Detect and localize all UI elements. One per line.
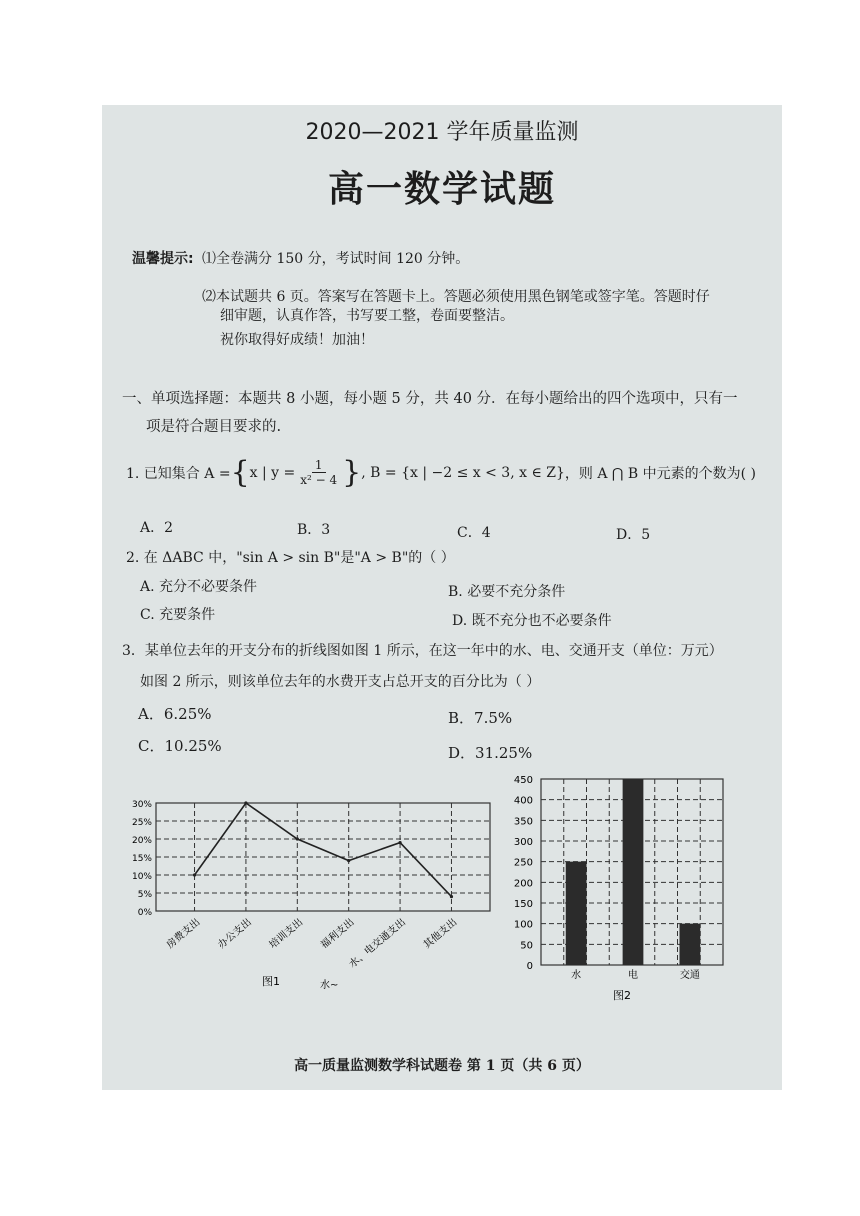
q3-option-d: D．31.25%: [448, 744, 533, 762]
y-tick-label: 5%: [137, 890, 152, 900]
y-tick-label: 150: [513, 899, 533, 910]
y-tick-label: 30%: [131, 800, 152, 810]
q1-option-a: A．2: [140, 520, 174, 536]
x-tick-label: 福利支出: [318, 916, 357, 952]
q2-option-a: A. 充分不必要条件: [140, 579, 258, 595]
q1-set-b: , B = {x | −2 ≤ x < 3, x ∈ Z}: [361, 464, 565, 481]
x-tick-label: 交通: [679, 970, 700, 981]
y-tick-label: 400: [513, 795, 533, 807]
data-point: [193, 873, 196, 876]
exam-page: [102, 105, 782, 1090]
q3-option-a: A．6.25%: [138, 705, 212, 723]
y-tick-label: 450: [513, 775, 533, 786]
q2-option-d: D. 既不充分也不必要条件: [452, 613, 612, 629]
x-tick-label: 培训支出: [267, 916, 306, 952]
data-bar: [566, 862, 587, 965]
notice-line-2: ⑵本试题共 6 页。答案写在答题卡上。答题必须使用黑色钢笔或签字笔。答题时仔: [202, 289, 710, 305]
page-footer: 高一质量监测数学科试题卷 第 1 页（共 6 页）: [294, 1058, 590, 1074]
q3-option-c: C．10.25%: [138, 737, 222, 755]
question-3-stem-line-2: 如图 2 所示，则该单位去年的水费开支占总开支的百分比为（ ）: [140, 674, 541, 690]
q1-set-a: x | y =: [249, 464, 296, 481]
q1-suffix: ，则 A ⋂ B 中元素的个数为( ): [564, 465, 756, 482]
fraction-denominator: x² − 4: [300, 473, 338, 487]
data-point: [398, 841, 401, 844]
y-tick-label: 250: [513, 857, 533, 869]
q1-prefix: 1. 已知集合 A =: [126, 465, 231, 482]
right-brace: }: [342, 455, 362, 490]
figure-2-caption: 图2: [613, 989, 631, 1002]
figure-2-bar-chart: [507, 773, 737, 1008]
x-tick-label: 水、电交通支出: [347, 916, 409, 971]
exam-title-year: 2020—2021 学年质量监测: [305, 120, 579, 145]
figure-1-caption: 图1: [262, 975, 280, 988]
y-tick-label: 50: [520, 940, 533, 952]
y-tick-label: 0%: [137, 908, 152, 918]
section-one-heading: 一、单项选择题：本题共 8 小题，每小题 5 分，共 40 分．在每小题给出的四个选项中，只有一: [122, 391, 738, 407]
fraction: [297, 458, 340, 487]
notice-line-1: ⑴全卷满分 150 分，考试时间 120 分钟。: [202, 251, 470, 267]
q1-option-d: D．5: [616, 527, 651, 543]
left-brace: {: [230, 455, 250, 490]
data-point: [450, 895, 453, 898]
y-tick-label: 0: [526, 961, 533, 972]
y-tick-label: 10%: [131, 872, 152, 882]
notice-line-4: 祝你取得好成绩！加油！: [220, 332, 374, 348]
q1-option-b: B．3: [297, 522, 331, 538]
y-tick-label: 200: [513, 878, 533, 890]
y-tick-label: 25%: [131, 818, 152, 828]
notice-line-3: 细审题，认真作答，书写要工整，卷面要整洁。: [220, 308, 514, 324]
data-bar: [680, 924, 701, 965]
q3-option-b: B．7.5%: [448, 709, 513, 727]
y-tick-label: 300: [513, 837, 533, 848]
data-line: [195, 803, 452, 897]
question-1-stem: [126, 455, 756, 490]
data-point: [347, 859, 350, 862]
y-tick-label: 20%: [131, 836, 152, 846]
q2-option-c: C. 充要条件: [140, 607, 216, 623]
x-tick-label: 电: [628, 970, 638, 981]
y-tick-label: 100: [513, 919, 533, 931]
question-2-stem: 2. 在 ΔABC 中，"sin A > sin B"是"A > B"的（ ）: [126, 550, 455, 566]
exam-title: 高一数学试题: [327, 168, 556, 210]
x-tick-label: 房费支出: [164, 916, 203, 952]
data-bar: [623, 779, 644, 965]
stray-mark: 水~: [320, 980, 339, 991]
figure-1-line-chart: [120, 793, 505, 993]
data-point: [244, 801, 247, 804]
section-one-heading-cont: 项是符合题目要求的.: [146, 419, 282, 435]
x-tick-label: 其他支出: [421, 916, 460, 952]
y-tick-label: 15%: [131, 854, 152, 864]
fraction-numerator: 1: [312, 458, 326, 473]
q2-option-b: B. 必要不充分条件: [448, 584, 566, 600]
q1-option-c: C．4: [457, 525, 491, 541]
y-tick-label: 350: [513, 816, 533, 828]
question-3-stem-line-1: 3．某单位去年的开支分布的折线图如图 1 所示，在这一年中的水、电、交通开支（单位：万元）: [122, 643, 723, 659]
x-tick-label: 办公支出: [216, 916, 254, 952]
x-tick-label: 水: [571, 970, 582, 981]
data-point: [296, 837, 299, 840]
notice-label: 温馨提示:: [132, 251, 194, 267]
